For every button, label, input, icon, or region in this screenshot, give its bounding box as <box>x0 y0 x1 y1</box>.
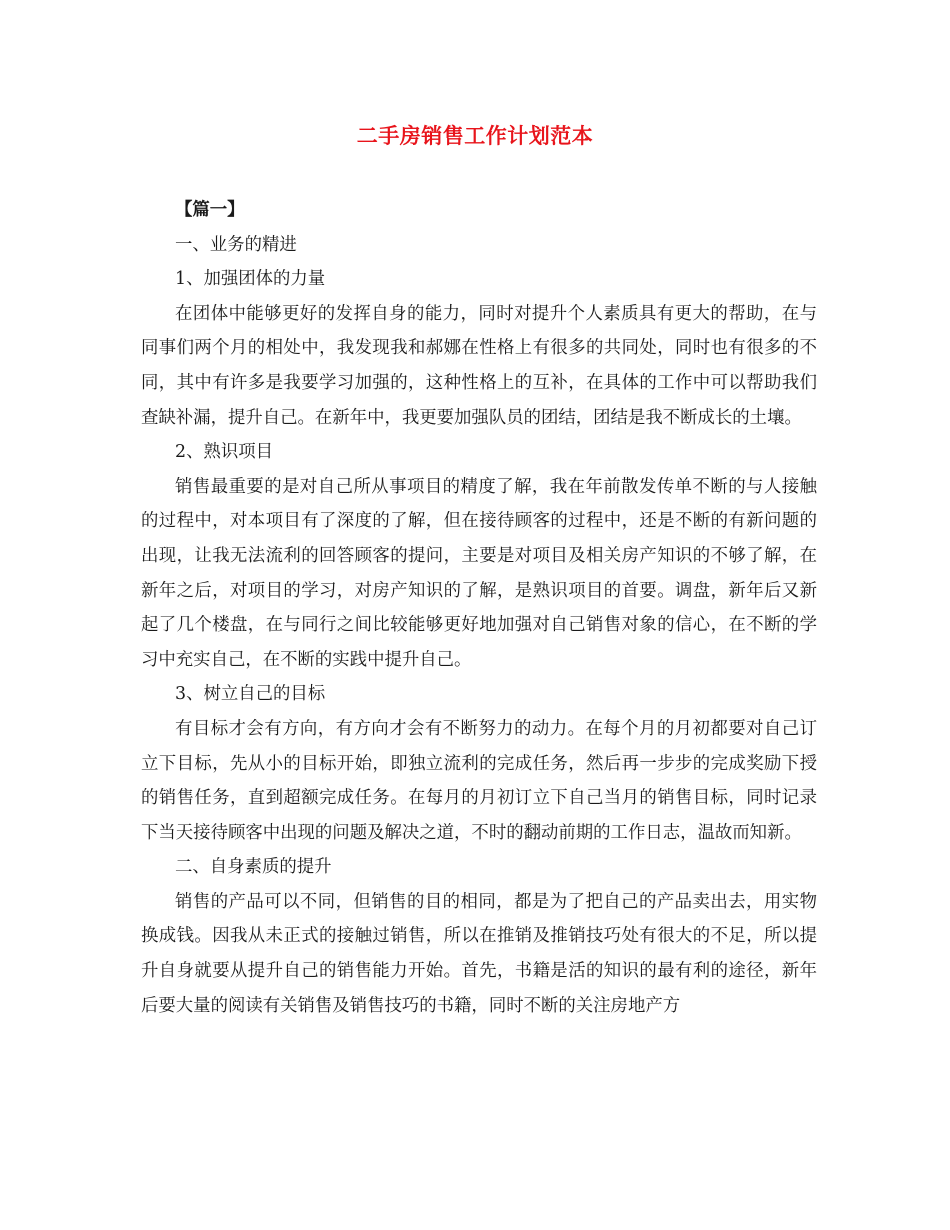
body-paragraph: 在团体中能够更好的发挥自身的能力，同时对提升个人素质具有更大的帮助，在与同事们两个月的相处中，我发现我和郝娜在性格上有很多的共同处，同时也有很多的不同，其中有许多是我要学习加强的，这种性格上的互补，在具体的工作中可以帮助我们查缺补漏，提升自己。在新年中，我更要加强队员的团结，团结是我不断成长的土壤。 <box>141 303 817 428</box>
section-heading: 【篇一】 <box>175 200 245 220</box>
document-title: 二手房销售工作计划范本 <box>356 123 594 148</box>
body-paragraph: 有目标才会有方向，有方向才会有不断努力的动力。在每个月的月初都要对自己订立下目标，先从小的目标开始，即独立流利的完成任务，然后再一步步的完成奖励下授的销售任务，直到超额完成任务。在每月的月初订立下自己当月的销售目标，同时记录下当天接待顾客中出现的问题及解决之道，不时的翻动前期的工作日志，温故而知新。 <box>141 718 817 843</box>
subsection-heading: 二、自身素质的提升 <box>175 857 332 878</box>
subsection-heading: 一、业务的精进 <box>175 234 297 255</box>
item-heading: 2、熟识项目 <box>175 442 274 463</box>
document-body <box>141 193 817 1023</box>
body-paragraph: 销售最重要的是对自己所从事项目的精度了解，我在年前散发传单不断的与人接触的过程中，对本项目有了深度的了解，但在接待顾客的过程中，还是不断的有新问题的出现，让我无法流利的回答顾客的提问，主要是对项目及相关房产知识的不够了解，在新年之后，对项目的学习，对房产知识的了解，是熟识项目的首要。调盘，新年后又新起了几个楼盘，在与同行之间比较能够更好地加强对自己销售对象的信心，在不断的学习中充实自己，在不断的实践中提升自己。 <box>141 476 817 670</box>
item-heading: 1、加强团体的力量 <box>175 269 326 290</box>
body-paragraph: 销售的产品可以不同，但销售的目的相同，都是为了把自己的产品卖出去，用实物换成钱。因我从未正式的接触过销售，所以在推销及推销技巧处有很大的不足，所以提升自身就要从提升自己的销售能力开始。首先，书籍是活的知识的最有利的途径，新年后要大量的阅读有关销售及销售技巧的书籍，同时不断的关注房地产方 <box>141 891 817 1016</box>
item-heading: 3、树立自己的目标 <box>175 684 326 705</box>
